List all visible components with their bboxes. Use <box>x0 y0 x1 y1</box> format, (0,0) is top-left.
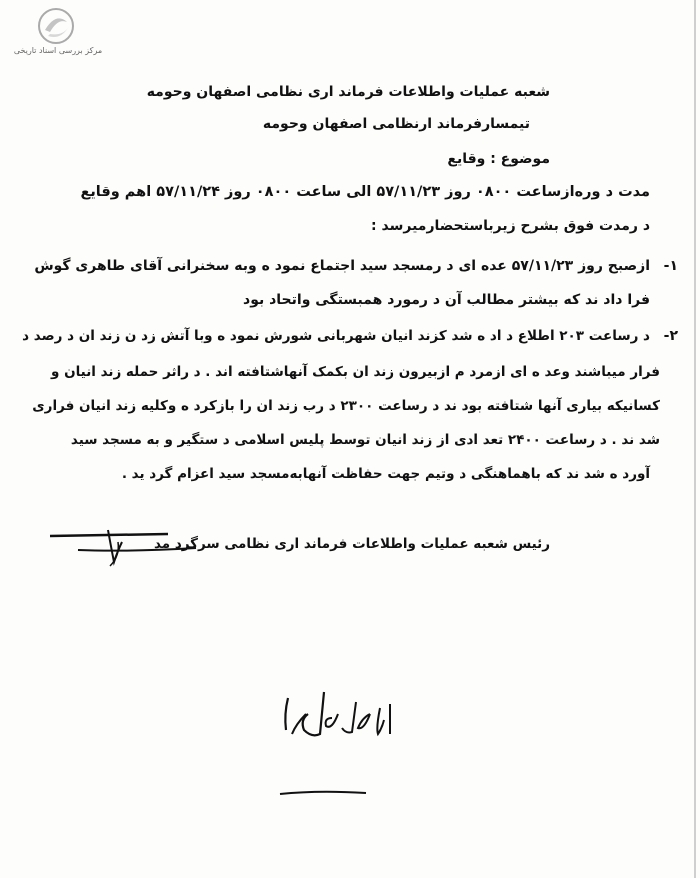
archive-logo-icon <box>36 6 76 46</box>
item2-line5: آورد ه شد ند که باهماهنگی د وتیم جهت حفاظت آنهابه‌مسجد سید اعزام گرد ید . <box>121 466 650 482</box>
underline-mark <box>278 782 368 802</box>
signature-scribble-icon <box>48 522 198 572</box>
item1-line1: ازصبح روز ۵۷/۱۱/۲۳ عده ای د رمسجد سید اجتماع نمود ه وبه سخنرانی آقای طاهری گوش <box>34 258 650 274</box>
item2-line1: د رساعت ۲۰۳ اطلاع د اد ه شد کزند انیان شهربانی شورش نمود ه وبا آتش زد ن زند ان د رصد د <box>22 328 650 344</box>
item2-number: ۲- <box>663 328 678 344</box>
subject-line: موضوع : وقایع <box>447 151 550 167</box>
signature-block: رئیس شعبه عملیات واطلاعات فرماند اری نظامی سرگرد مد <box>153 536 550 552</box>
archive-logo <box>8 6 108 58</box>
handwritten-note <box>280 684 400 744</box>
addressee-line: تیمسارفرماند ارنظامی اصفهان وحومه <box>262 116 530 132</box>
item2-line4: شد ند . د رساعت ۲۴۰۰ تعد ادی از زند انیان توسط پلیس اسلامی د ستگیر و به مسجد سید <box>70 432 660 448</box>
letterhead-line: شعبه عملیات واطلاعات فرماند اری نظامی اصفهان وحومه <box>146 84 550 100</box>
item2-line3: کسانیکه بیاری آنها شتافته بود ند د رساعت ۲۳۰۰ د رب زند ان را بازکرد ه وکلیه زند انیان فراری <box>32 398 660 414</box>
period-line: مدت د وره‌ازساعت ۰۸۰۰ روز ۵۷/۱۱/۲۳ الی ساعت ۰۸۰۰ روز ۵۷/۱۱/۲۴ اهم وقایع <box>80 184 650 200</box>
watermark-text: مرکز بررسی اسناد تاریخی <box>13 46 103 55</box>
item2-line2: فرار میباشند وعد ه ای ازمرد م ازبیرون زند ان بکمک آنهاشتافته اند . د راثر حمله زند انیان و <box>51 364 660 380</box>
item1-line2: فرا داد ند که بیشتر مطالب آن د رمورد همبستگی واتحاد بود <box>243 292 650 308</box>
item1-number: ۱- <box>663 258 678 274</box>
intro-line: د رمدت فوق بشرح زیربا‌ستحضار‌میرسد : <box>371 218 650 234</box>
